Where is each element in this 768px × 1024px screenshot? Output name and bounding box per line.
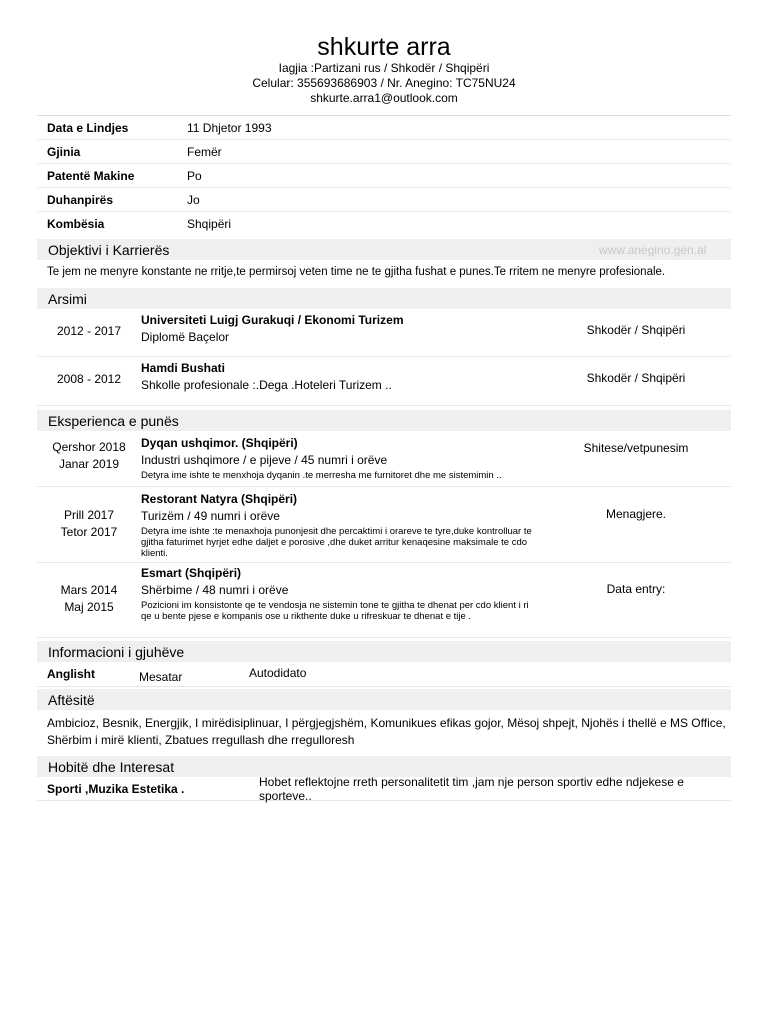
- experience-sector: Industri ushqimore / e pijeve / 45 numri i orëve: [141, 453, 388, 467]
- experience-role: Menagjere.: [605, 507, 667, 521]
- personal-value: 11 Dhjetor 1993: [187, 120, 272, 135]
- hobby-description: Hobet reflektojne rreth personalitetit tim ,jam nje person sportiv edhe ndjekese e sporteve..: [259, 774, 684, 803]
- experience-company: Dyqan ushqimor. (Shqipëri): [141, 436, 298, 450]
- education-dates: 2012 - 2017: [56, 324, 122, 338]
- education-section-header: [37, 288, 731, 309]
- experience-start: Mars 2014: [60, 583, 118, 597]
- language-method: Autodidato: [249, 666, 307, 680]
- skills-section-header: [37, 689, 731, 710]
- personal-row: [37, 212, 731, 236]
- education-item: [37, 357, 731, 406]
- experience-title: Eksperienca e punës: [48, 412, 179, 429]
- languages-section-header: [37, 641, 731, 662]
- experience-company: Restorant Natyra (Shqipëri): [141, 492, 298, 506]
- experience-role: Shitese/vetpunesim: [583, 441, 689, 455]
- education-degree: Shkolle profesionale :.Dega .Hoteleri Turizem ..: [141, 378, 392, 392]
- experience-sector: Shërbime / 48 numri i orëve: [141, 583, 289, 597]
- education-degree: Diplomë Baçelor: [141, 330, 230, 344]
- personal-label: Kombësia: [47, 217, 105, 231]
- email-line: shkurte.arra1@outlook.com: [310, 91, 458, 105]
- education-dates: 2008 - 2012: [56, 372, 122, 386]
- personal-row: [37, 116, 731, 140]
- language-level: Mesatar: [139, 670, 183, 684]
- personal-row: [37, 188, 731, 212]
- experience-role: Data entry:: [606, 582, 666, 596]
- skills-text: Ambicioz, Besnik, Energjik, I mirëdisiplinuar, I përgjegjshëm, Komunikues efikas gojor, Mësoj shpejt, Njohës i thellë e MS Office, Shërbim i mirë klienti, Zbatues rregullash dhe rregulloresh: [47, 716, 726, 747]
- personal-label: Data e Lindjes: [47, 120, 129, 135]
- personal-value: Po: [187, 168, 202, 183]
- experience-company: Esmart (Shqipëri): [141, 566, 242, 580]
- education-school: Universiteti Luigj Gurakuqi / Ekonomi Turizem: [141, 313, 404, 327]
- skills-title: Aftësitë: [48, 691, 95, 708]
- experience-section-header: [37, 410, 731, 431]
- person-name: shkurte arra: [317, 33, 451, 61]
- experience-start: Qershor 2018: [52, 440, 126, 454]
- experience-description: Detyra ime ishte :te menaxhoja punonjesit dhe percaktimi i orareve te tyre,duke kontrolluar te gjitha faturimet hyrjet edhe daljet e porosive ,dhe duket arritur kenaqesine maksimale te cdo klienti.: [141, 526, 532, 559]
- personal-row: [37, 140, 731, 164]
- experience-end: Maj 2015: [64, 600, 114, 614]
- cv-page: [37, 0, 731, 801]
- experience-description: Detyra ime ishte te menxhoja dyqanin .te merresha me furnitoret dhe me sistemimin ..: [141, 470, 502, 481]
- experience-item: [37, 487, 731, 563]
- hobby-row: [37, 774, 731, 803]
- languages-title: Informacioni i gjuhëve: [48, 643, 185, 660]
- personal-label: Patentë Makine: [47, 168, 135, 183]
- education-location: Shkodër / Shqipëri: [586, 323, 686, 337]
- experience-item: [37, 431, 731, 487]
- experience-description: Pozicioni im konsistonte qe te vendosja ne sistemin tone te gjitha te dhenat per cdo klient i ri qe u bente pjese e kompanis ose u rikthente duke u rifreskuar te dhenat e tije .: [141, 600, 529, 622]
- personal-value: Jo: [187, 192, 200, 207]
- education-title: Arsimi: [48, 290, 87, 307]
- cv-header: [37, 0, 731, 106]
- education-school: Hamdi Bushati: [141, 361, 226, 375]
- language-row: [37, 662, 731, 687]
- personal-label: Duhanpirës: [47, 192, 114, 207]
- experience-end: Tetor 2017: [60, 525, 118, 539]
- education-location: Shkodër / Shqipëri: [586, 371, 686, 385]
- address-line: Iagjia :Partizani rus / Shkodër / Shqipëri: [278, 61, 490, 75]
- education-item: [37, 309, 731, 357]
- experience-end: Janar 2019: [58, 457, 120, 471]
- personal-row: [37, 164, 731, 188]
- experience-start: Prill 2017: [63, 508, 115, 522]
- personal-value: Shqipëri: [187, 217, 232, 231]
- watermark: www.anegino.gen.al: [599, 242, 707, 257]
- personal-label: Gjinia: [47, 144, 81, 159]
- objective-section-header: [37, 239, 731, 260]
- language-name: Anglisht: [47, 667, 95, 681]
- personal-value: Femër: [187, 144, 222, 159]
- hobby-name: Sporti ,Muzika Estetika .: [47, 781, 185, 796]
- experience-sector: Turizëm / 49 numri i orëve: [141, 509, 280, 523]
- personal-info-table: [37, 115, 731, 236]
- hobbies-title: Hobitë dhe Interesat: [48, 758, 175, 775]
- objective-text: Te jem ne menyre konstante ne rritje,te permirsoj veten time ne te gjitha fushat e punes.Te rritem ne menyre profesionale.: [47, 266, 666, 278]
- experience-item: [37, 563, 731, 638]
- objective-title: Objektivi i Karrierës: [48, 241, 170, 258]
- phone-line: Celular: 355693686903 / Nr. Anegino: TC75NU24: [252, 76, 516, 90]
